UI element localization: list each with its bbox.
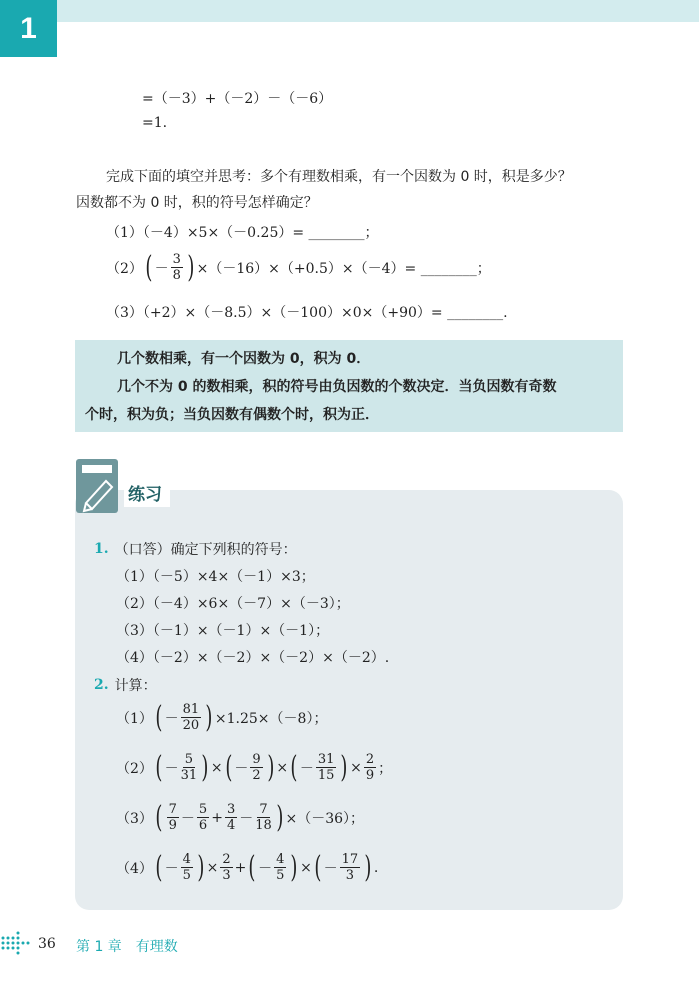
expr-text: － bbox=[258, 860, 273, 877]
rule-text: 几个数相乘，有一个因数为 0，积为 0． bbox=[117, 351, 371, 367]
question-text: 计算： bbox=[114, 678, 157, 694]
fraction bbox=[181, 852, 193, 883]
denominator: 9 bbox=[168, 818, 177, 833]
denominator: 18 bbox=[255, 818, 272, 833]
expr-text: （1） bbox=[116, 710, 153, 727]
fraction bbox=[255, 802, 272, 833]
expr-text: （2） bbox=[106, 260, 143, 277]
numerator: 7 bbox=[259, 802, 268, 817]
big-paren: ) bbox=[364, 849, 372, 885]
expr-text: － bbox=[299, 760, 314, 777]
denominator: 5 bbox=[276, 868, 285, 883]
denominator: 9 bbox=[365, 768, 375, 783]
big-paren: ) bbox=[201, 749, 209, 785]
expr-text: － bbox=[239, 810, 254, 827]
fraction bbox=[197, 802, 209, 833]
intro-text: 因数都不为 0 时，积的符号怎样确定？ bbox=[76, 195, 318, 211]
rule-text: 个时，积为负；当负因数有偶数个时，积为正． bbox=[85, 407, 379, 423]
math-line: =（－3）+（－2）－（－6） bbox=[142, 91, 333, 107]
page-number: 36 bbox=[38, 936, 56, 952]
expr-text: － bbox=[164, 710, 179, 727]
expr-text: － bbox=[323, 860, 338, 877]
big-paren: ( bbox=[155, 849, 163, 885]
denominator: 15 bbox=[317, 768, 335, 783]
exercise-item bbox=[116, 699, 328, 735]
numerator: 81 bbox=[182, 702, 200, 717]
chapter-badge: 1 bbox=[0, 0, 57, 57]
numerator: 2 bbox=[222, 852, 231, 867]
big-paren: ( bbox=[224, 749, 233, 785]
pencil-book-icon bbox=[76, 459, 118, 513]
exercise-item bbox=[116, 849, 379, 885]
exercise-item bbox=[116, 749, 393, 785]
exercise-item bbox=[116, 620, 329, 640]
rule-box bbox=[75, 340, 623, 432]
question-number: 1. bbox=[94, 541, 109, 557]
denominator: 3 bbox=[345, 868, 354, 883]
big-paren: ( bbox=[248, 849, 256, 885]
numerator: 31 bbox=[317, 752, 335, 767]
expr-text: （3）（+2）×（－8.5）×（－100）×0×（+90）= ________. bbox=[106, 305, 508, 321]
expr-text: + bbox=[234, 859, 247, 876]
exercise-item bbox=[116, 799, 365, 835]
question-text: （口答）确定下列积的符号： bbox=[114, 542, 297, 558]
numerator: 7 bbox=[168, 802, 177, 817]
expr-text: ×1.25×（－8）； bbox=[214, 710, 328, 727]
denominator: 6 bbox=[198, 818, 208, 833]
expr-text: × bbox=[276, 759, 289, 776]
denominator: 4 bbox=[226, 818, 236, 833]
expr-text: （1）（－4）×5×（－0.25）= ________； bbox=[106, 225, 379, 241]
big-paren: ) bbox=[276, 799, 284, 835]
fraction bbox=[181, 702, 202, 733]
expr-text: － bbox=[164, 760, 179, 777]
denominator: 5 bbox=[182, 868, 191, 883]
denominator: 31 bbox=[180, 768, 198, 783]
fill-item bbox=[106, 249, 491, 285]
question-2 bbox=[94, 675, 157, 695]
fraction bbox=[364, 752, 376, 783]
numerator: 3 bbox=[226, 802, 236, 817]
fraction bbox=[250, 752, 262, 783]
header-band bbox=[57, 0, 699, 22]
intro-text: 完成下面的填空并思考：多个有理数相乘，有一个因数为 0 时，积是多少？ bbox=[106, 169, 572, 185]
expr-text: （1）（－5）×4×（－1）×3； bbox=[116, 569, 315, 585]
fraction bbox=[167, 802, 179, 833]
numerator: 4 bbox=[276, 852, 285, 867]
denominator: 2 bbox=[252, 768, 261, 783]
big-paren: ) bbox=[187, 249, 195, 285]
expr-text: × bbox=[350, 759, 362, 776]
big-paren: ( bbox=[155, 749, 163, 785]
rule-text: 几个不为 0 的数相乘，积的符号由负因数的个数决定．当负因数有奇数 bbox=[117, 379, 557, 395]
expr-text: ×（－16）×（+0.5）×（－4）= ________； bbox=[196, 260, 491, 277]
fraction bbox=[340, 852, 361, 883]
fraction bbox=[316, 752, 337, 783]
expr-text: － bbox=[234, 760, 249, 777]
numerator: 5 bbox=[198, 802, 208, 817]
expr-text: （4） bbox=[116, 860, 153, 877]
expr-text: － bbox=[154, 260, 169, 277]
fraction bbox=[171, 252, 183, 283]
exercise-item bbox=[116, 566, 315, 586]
question-number: 2. bbox=[94, 677, 109, 693]
numerator: 17 bbox=[341, 852, 359, 867]
numerator: 3 bbox=[172, 252, 181, 267]
math-line: =1. bbox=[142, 115, 168, 131]
expr-text: （3）（－1）×（－1）×（－1）； bbox=[116, 623, 330, 639]
fraction bbox=[220, 852, 232, 883]
expr-text: （3） bbox=[116, 810, 153, 827]
numerator: 5 bbox=[184, 752, 194, 767]
big-paren: ( bbox=[155, 699, 163, 735]
denominator: 8 bbox=[172, 268, 181, 283]
fraction bbox=[274, 852, 286, 883]
expr-text: （4）（－2）×（－2）×（－2）×（－2）. bbox=[116, 650, 390, 666]
chapter-title: 第 1 章 有理数 bbox=[76, 939, 178, 955]
big-paren: ) bbox=[266, 749, 275, 785]
fraction bbox=[225, 802, 237, 833]
fill-item bbox=[106, 222, 379, 242]
big-paren: ( bbox=[314, 849, 322, 885]
expr-text: × bbox=[206, 859, 219, 876]
expr-text: ×（－36）； bbox=[285, 810, 365, 827]
expr-text: （2）（－4）×6×（－7）×（－3）； bbox=[116, 596, 350, 612]
expr-text: . bbox=[373, 859, 379, 876]
numerator: 9 bbox=[252, 752, 261, 767]
expr-text: + bbox=[211, 809, 223, 826]
exercise-item bbox=[116, 593, 350, 613]
big-paren: ) bbox=[290, 849, 298, 885]
expr-text: × bbox=[210, 759, 223, 776]
big-paren: ) bbox=[340, 749, 348, 785]
denominator: 3 bbox=[222, 868, 231, 883]
denominator: 20 bbox=[182, 718, 200, 733]
big-paren: ( bbox=[155, 799, 163, 835]
numerator: 2 bbox=[365, 752, 375, 767]
exercise-item bbox=[116, 647, 389, 667]
big-paren: ) bbox=[197, 849, 205, 885]
question-1 bbox=[94, 539, 297, 559]
fill-item bbox=[106, 302, 508, 322]
practice-title: 练习 bbox=[124, 478, 170, 507]
fraction bbox=[181, 752, 198, 783]
big-paren: ) bbox=[205, 699, 213, 735]
expr-text: － bbox=[180, 810, 195, 827]
expr-text: ； bbox=[378, 760, 393, 777]
expr-text: × bbox=[300, 859, 312, 876]
dot-grid-icon bbox=[0, 928, 34, 956]
numerator: 4 bbox=[182, 852, 191, 867]
expr-text: － bbox=[164, 860, 179, 877]
expr-text: （2） bbox=[116, 760, 153, 777]
big-paren: ( bbox=[290, 749, 298, 785]
big-paren: ( bbox=[145, 249, 153, 285]
